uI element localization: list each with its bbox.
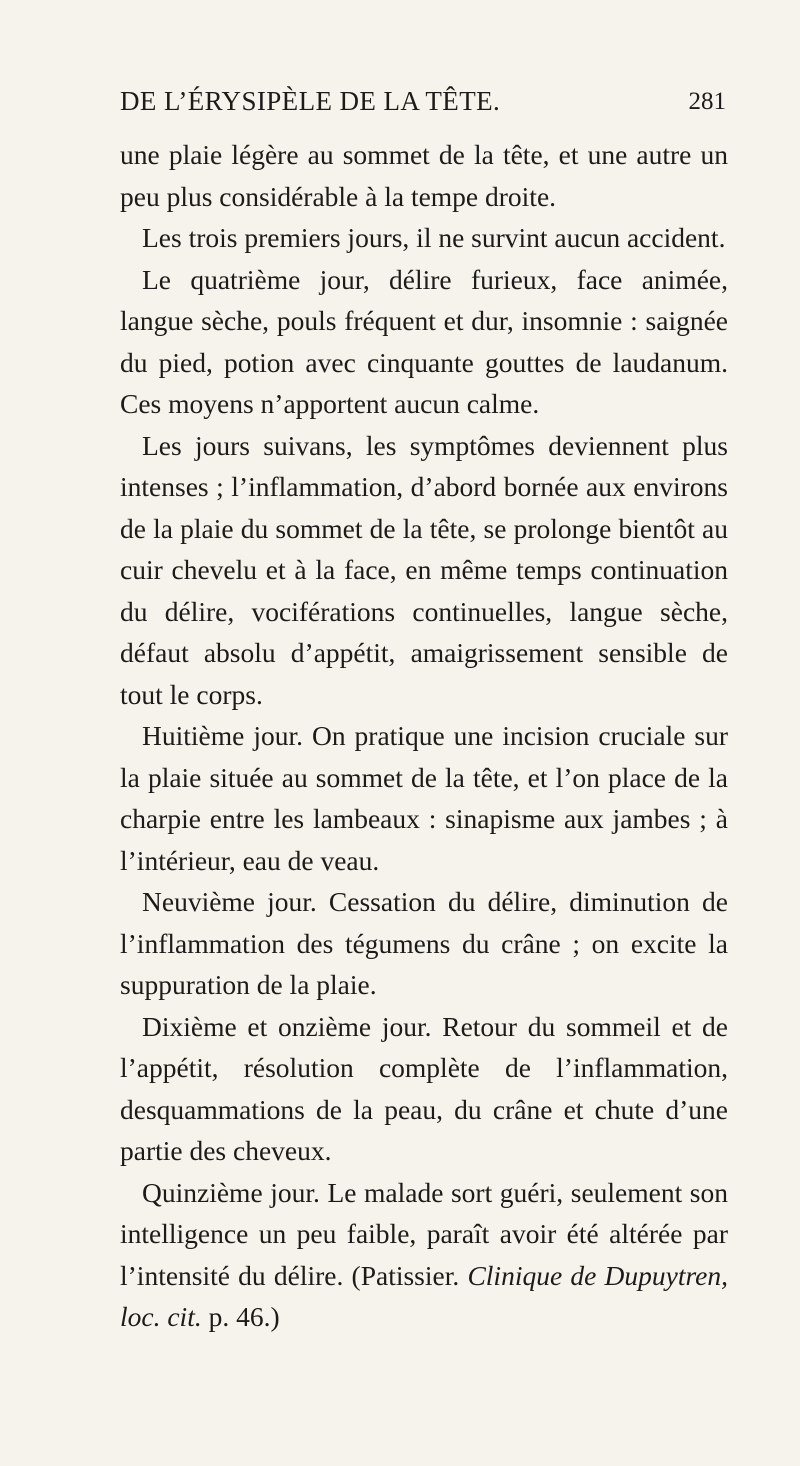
paragraph: Neuvième jour. Cessation du délire, diminution de l’inflammation des tégumens du crâne ; on excite la suppuration de la plaie. [120, 886, 728, 1000]
paragraph-continuation: une plaie légère au sommet de la tête, et une autre un peu plus considérable à la tempe droite. [120, 139, 728, 212]
page-header [118, 86, 726, 126]
running-title: DE L’ÉRYSIPÈLE DE LA TÊTE. [120, 86, 501, 116]
body-text [120, 134, 728, 1338]
paragraph: Huitième jour. On pratique une incision cruciale sur la plaie située au sommet de la tête, et l’on place de la charpie entre les lambeaux : sinapisme aux jambes ; à l’intérieur, eau de veau. [120, 720, 728, 876]
paragraph: Les trois premiers jours, il ne survint aucun accident. [142, 222, 726, 253]
citation-page-reference: p. 46.) [208, 1301, 280, 1332]
page-number: 281 [688, 88, 726, 115]
final-paragraph-text: Quinzième jour. Le malade sort guéri, seulement son intelligence un peu faible, paraît avoir été altérée par l’intensité du délire. (Patissier. [120, 1176, 728, 1291]
citation-italic: Clinique de Dupuytren, loc. cit. [120, 1259, 728, 1332]
paragraph-final [120, 1172, 728, 1338]
paragraph: Dixième et onzième jour. Retour du sommeil et de l’appétit, résolution complète de l’inflammation, desquammations de la peau, du crâne et chute d’une partie des cheveux. [120, 1010, 728, 1166]
paragraph: Le quatrième jour, délire furieux, face animée, langue sèche, pouls fréquent et dur, insomnie : saignée du pied, potion avec cinquante gouttes de laudanum. Ces moyens n’apportent aucun calme. [120, 263, 728, 419]
paragraph: Les jours suivans, les symptômes deviennent plus intenses ; l’inflammation, d’abord bornée aux environs de la plaie du sommet de la tête, se prolonge bientôt au cuir chevelu et à la face, en même temps continuation du délire, vociférations continuelles, langue sèche, défaut absolu d’appétit, amaigrissement sensible de tout le corps. [120, 429, 728, 710]
